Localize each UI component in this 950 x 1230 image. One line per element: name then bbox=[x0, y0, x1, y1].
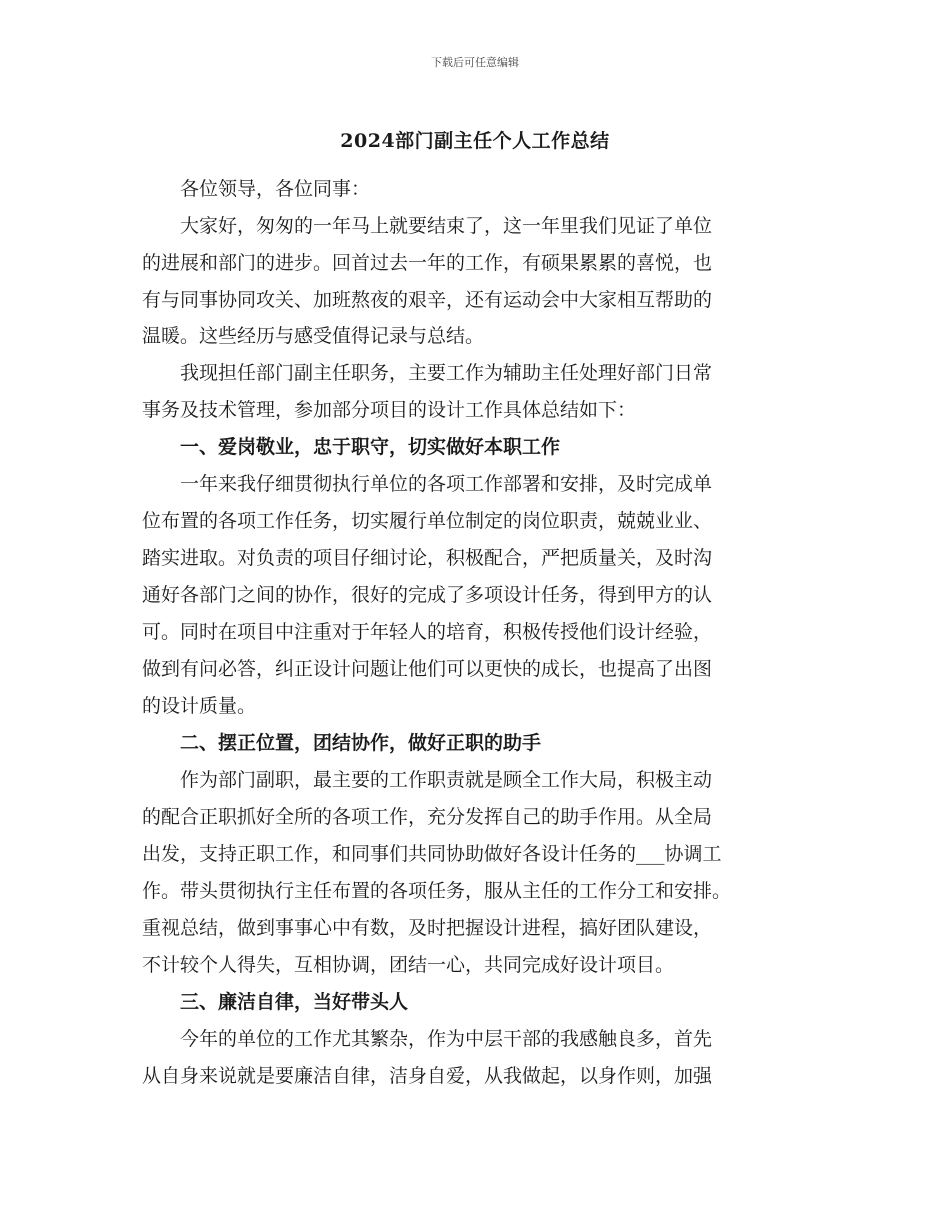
paragraph-line: 的设计质量。 bbox=[142, 695, 257, 717]
paragraph-line: 有与同事协同攻关、加班熬夜的艰辛，还有运动会中大家相互帮助的 bbox=[142, 289, 713, 311]
paragraph-line: 重视总结，做到事事心中有数，及时把握设计进程，搞好团队建设， bbox=[142, 917, 713, 939]
paragraph-line: 作为部门副职，最主要的工作职责就是顾全工作大局，积极主动 bbox=[142, 769, 713, 791]
paragraph-line: 的配合正职抓好全所的各项工作，充分发挥自己的助手作用。从全局 bbox=[142, 806, 713, 828]
paragraph-line: 大家好，匆匆的一年马上就要结束了，这一年里我们见证了单位 bbox=[142, 215, 713, 237]
paragraph-line: 踏实进取。对负责的项目仔细讨论，积极配合，严把质量关，及时沟 bbox=[142, 547, 713, 569]
section-heading: 一、爱岗敬业，忠于职守，切实做好本职工作 bbox=[142, 436, 561, 458]
paragraph-line: 出发，支持正职工作，和同事们共同协助做好各设计任务的___协调工 bbox=[142, 843, 722, 865]
paragraph-line: 的进展和部门的进步。回首过去一年的工作，有硕果累累的喜悦，也 bbox=[142, 252, 713, 274]
paragraph-line: 从自身来说就是要廉洁自律，洁身自爱，从我做起，以身作则，加强 bbox=[142, 1065, 713, 1087]
paragraph-line: 作。带头贯彻执行主任布置的各项任务，服从主任的工作分工和安排。 bbox=[142, 880, 732, 902]
paragraph-line: 位布置的各项工作任务，切实履行单位制定的岗位职责，兢兢业业、 bbox=[142, 510, 713, 532]
paragraph-line: 做到有问必答，纠正设计问题让他们可以更快的成长，也提高了出图 bbox=[142, 658, 713, 680]
paragraph-line: 不计较个人得失，互相协调，团结一心，共同完成好设计项目。 bbox=[142, 954, 675, 976]
paragraph-line: 可。同时在项目中注重对于年轻人的培育，积极传授他们设计经验， bbox=[142, 621, 713, 643]
document-title: 2024部门副主任个人工作总结 bbox=[340, 130, 610, 152]
paragraph-line: 今年的单位的工作尤其繁杂，作为中层干部的我感触良多，首先 bbox=[142, 1028, 713, 1050]
paragraph-line: 一年来我仔细贯彻执行单位的各项工作部署和安排，及时完成单 bbox=[142, 473, 713, 495]
paragraph-line: 通好各部门之间的协作，很好的完成了多项设计任务，得到甲方的认 bbox=[142, 584, 713, 606]
paragraph-line: 我现担任部门副主任职务，主要工作为辅助主任处理好部门日常 bbox=[142, 362, 713, 384]
paragraph-line: 各位领导，各位同事： bbox=[142, 178, 371, 200]
section-heading: 三、廉洁自律，当好带头人 bbox=[142, 991, 409, 1013]
section-heading: 二、摆正位置，团结协作，做好正职的助手 bbox=[142, 732, 542, 754]
paragraph-line: 温暖。这些经历与感受值得记录与总结。 bbox=[142, 325, 485, 347]
header-note: 下载后可任意编辑 bbox=[431, 56, 519, 69]
paragraph-line: 事务及技术管理，参加部分项目的设计工作具体总结如下： bbox=[142, 399, 637, 421]
